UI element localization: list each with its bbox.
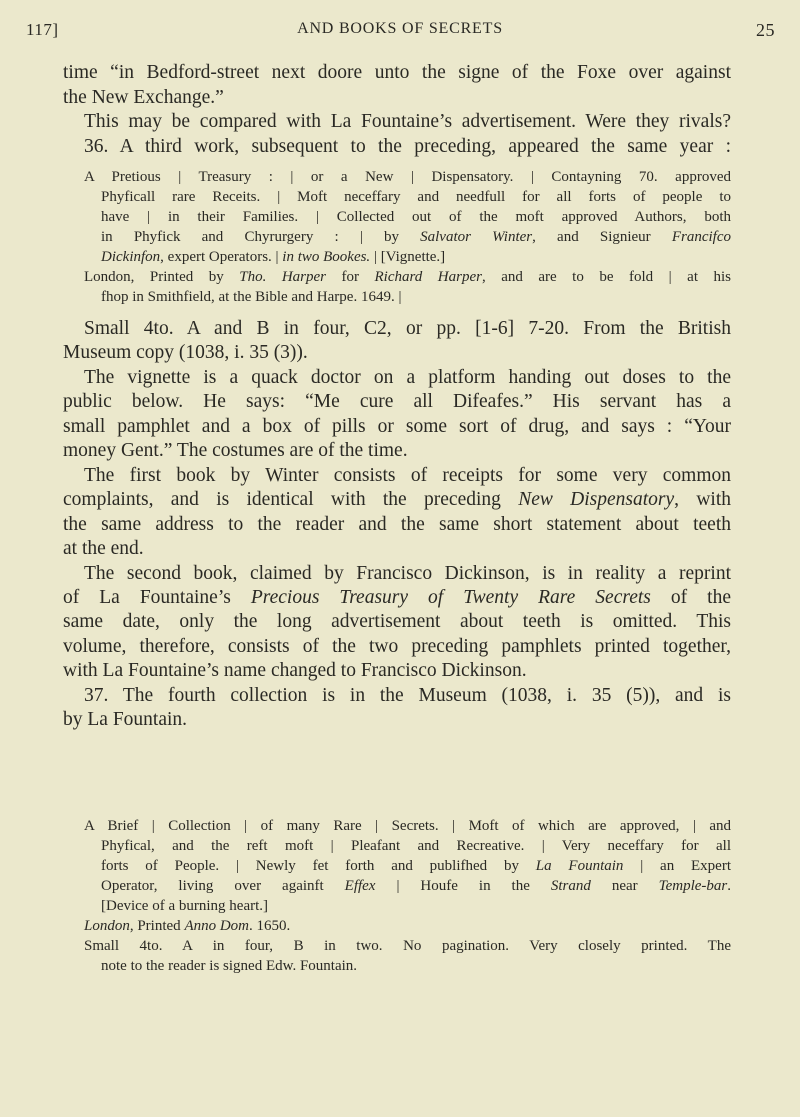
citation-line xyxy=(101,287,401,307)
italic-run: Francifco xyxy=(671,229,731,245)
italic-run: New Dispensatory xyxy=(518,489,675,511)
text-line xyxy=(63,610,731,634)
citation-line xyxy=(101,247,445,267)
citation-line xyxy=(101,227,731,247)
text-run: in Phyfick and Chyrurgery : | by xyxy=(101,229,421,245)
text-line xyxy=(63,488,731,512)
text-run: | [Vignette.] xyxy=(370,249,446,265)
text-run: near xyxy=(590,878,659,894)
text-run: fhop in Smithfield, at the Bible and Harpe. 1649. | xyxy=(101,289,402,305)
text-line xyxy=(84,135,731,159)
text-run: complaints, and is identical with the preceding xyxy=(63,489,519,511)
text-run: A Pretious | Treasury : | or a New | Dispensatory. | Contayning 70. approved xyxy=(84,169,731,185)
text-run: with La Fountaine’s name changed to Francisco Dickinson. xyxy=(63,660,527,682)
text-line xyxy=(63,586,731,610)
text-run: London, Printed by xyxy=(84,269,240,285)
text-run: 37. The fourth collection is in the Museum (1038, i. 35 (5)), and is xyxy=(84,684,731,706)
text-run: same date, only the long advertisement about teeth is omitted. This xyxy=(63,611,731,633)
text-line xyxy=(63,708,187,732)
citation-line xyxy=(101,876,731,896)
text-run: Phyficall rare Receits. | Moft neceffary and needfull for all forts of people to xyxy=(101,189,731,205)
page-number: 25 xyxy=(756,20,775,40)
italic-run: Tho. Harper xyxy=(239,269,327,285)
text-line xyxy=(63,341,308,365)
citation-line xyxy=(101,956,357,976)
text-line xyxy=(63,61,731,85)
italic-run: in two Bookes. xyxy=(282,249,371,265)
text-run: volume, therefore, consists of the two preceding pamphlets printed together, xyxy=(63,635,731,657)
text-line xyxy=(84,110,731,134)
text-run: . 1650. xyxy=(249,918,291,934)
text-line xyxy=(63,537,144,561)
text-run: money Gent.” The costumes are of the time. xyxy=(63,440,408,462)
text-line xyxy=(84,464,731,488)
text-line xyxy=(63,439,408,463)
text-run: 36. A third work, subsequent to the preceding, appeared the same year : xyxy=(84,135,731,157)
text-run: Small 4to. A and B in four, C2, or pp. [1-6] 7-20. From the British xyxy=(84,318,731,339)
text-run: The second book, claimed by Francisco Dickinson, is in reality a reprint xyxy=(84,562,731,584)
text-run: , Printed xyxy=(129,918,185,934)
text-line xyxy=(63,86,224,110)
citation-line xyxy=(84,816,731,836)
text-run: forts of People. | Newly fet forth and publifhed by xyxy=(101,858,536,874)
citation-line xyxy=(101,896,268,916)
italic-run: Salvator Winter xyxy=(420,229,533,245)
text-run: of the xyxy=(650,586,731,608)
text-line xyxy=(63,390,731,414)
text-run: The vignette is a quack doctor on a platform handing out doses to the xyxy=(84,366,731,388)
citation-line xyxy=(84,167,731,187)
text-run: public below. He says: “Me cure all Difeafes.” His servant has a xyxy=(63,391,731,413)
text-run: the New Exchange.” xyxy=(63,86,224,108)
italic-run: La Fountain xyxy=(535,858,624,874)
text-run: | an Expert xyxy=(623,858,731,874)
text-line xyxy=(63,513,731,537)
text-line xyxy=(63,415,731,439)
citation-line xyxy=(101,187,731,207)
citation-line xyxy=(84,936,731,956)
text-run: note to the reader is signed Edw. Fountain. xyxy=(101,958,358,974)
text-run: , and Signieur xyxy=(532,229,672,245)
text-run: Phyfical, and the reft moft | Pleafant and Recreative. | Very neceffary for all xyxy=(101,838,731,854)
text-run: This may be compared with La Fountaine’s advertisement. Were they rivals? xyxy=(84,111,731,132)
citation-line xyxy=(84,267,731,287)
text-line xyxy=(84,366,731,390)
text-run: at the end. xyxy=(63,538,144,560)
italic-run: Strand xyxy=(550,878,591,894)
italic-run: Effex xyxy=(344,878,376,894)
italic-run: Dickinfon xyxy=(101,249,161,265)
text-run: by La Fountain. xyxy=(63,709,188,731)
text-run: The first book by Winter consists of receipts for some very common xyxy=(84,464,731,486)
text-run: of La Fountaine’s xyxy=(63,586,251,608)
citation-line xyxy=(101,207,731,227)
text-line xyxy=(63,635,731,659)
italic-run: London xyxy=(84,918,130,934)
text-run: A Brief | Collection | of many Rare | Secrets. | Moft of which are approved, | and xyxy=(84,818,731,834)
italic-run: Temple-bar xyxy=(658,878,728,894)
italic-run: Richard Harper xyxy=(374,269,482,285)
citation-line xyxy=(84,916,290,936)
text-run: . xyxy=(727,878,731,894)
text-run: time “in Bedford-street next doore unto the signe of the Foxe over against xyxy=(63,62,731,83)
text-run: , with xyxy=(674,489,731,511)
text-run: Museum copy (1038, i. 35 (3)). xyxy=(63,342,308,364)
text-line xyxy=(84,317,731,341)
text-run: have | in their Families. | Collected out of the moft approved Authors, both xyxy=(101,209,731,225)
text-run: Small 4to. A in four, B in two. No pagination. Very closely printed. The xyxy=(84,938,731,954)
italic-run: Anno Dom xyxy=(184,918,250,934)
text-line xyxy=(63,659,527,683)
text-run: , and are to be fold | at his xyxy=(481,269,731,285)
text-run: the same address to the reader and the same short statement about teeth xyxy=(63,513,731,535)
text-line xyxy=(84,562,731,586)
italic-run: Precious Treasury of Twenty Rare Secrets xyxy=(250,586,651,608)
text-run: Operator, living over againft xyxy=(101,878,345,894)
running-title: AND BOOKS OF SECRETS xyxy=(297,20,503,37)
page-reference: 117] xyxy=(26,20,59,39)
text-run: | Houfe in the xyxy=(375,878,551,894)
text-run: [Device of a burning heart.] xyxy=(101,898,269,914)
text-run: small pamphlet and a box of pills or some sort of drug, and says : “Your xyxy=(63,415,731,437)
text-run: , expert Operators. | xyxy=(160,249,283,265)
citation-line xyxy=(101,856,731,876)
citation-line xyxy=(101,836,731,856)
text-line xyxy=(84,684,731,708)
text-run: for xyxy=(326,269,375,285)
